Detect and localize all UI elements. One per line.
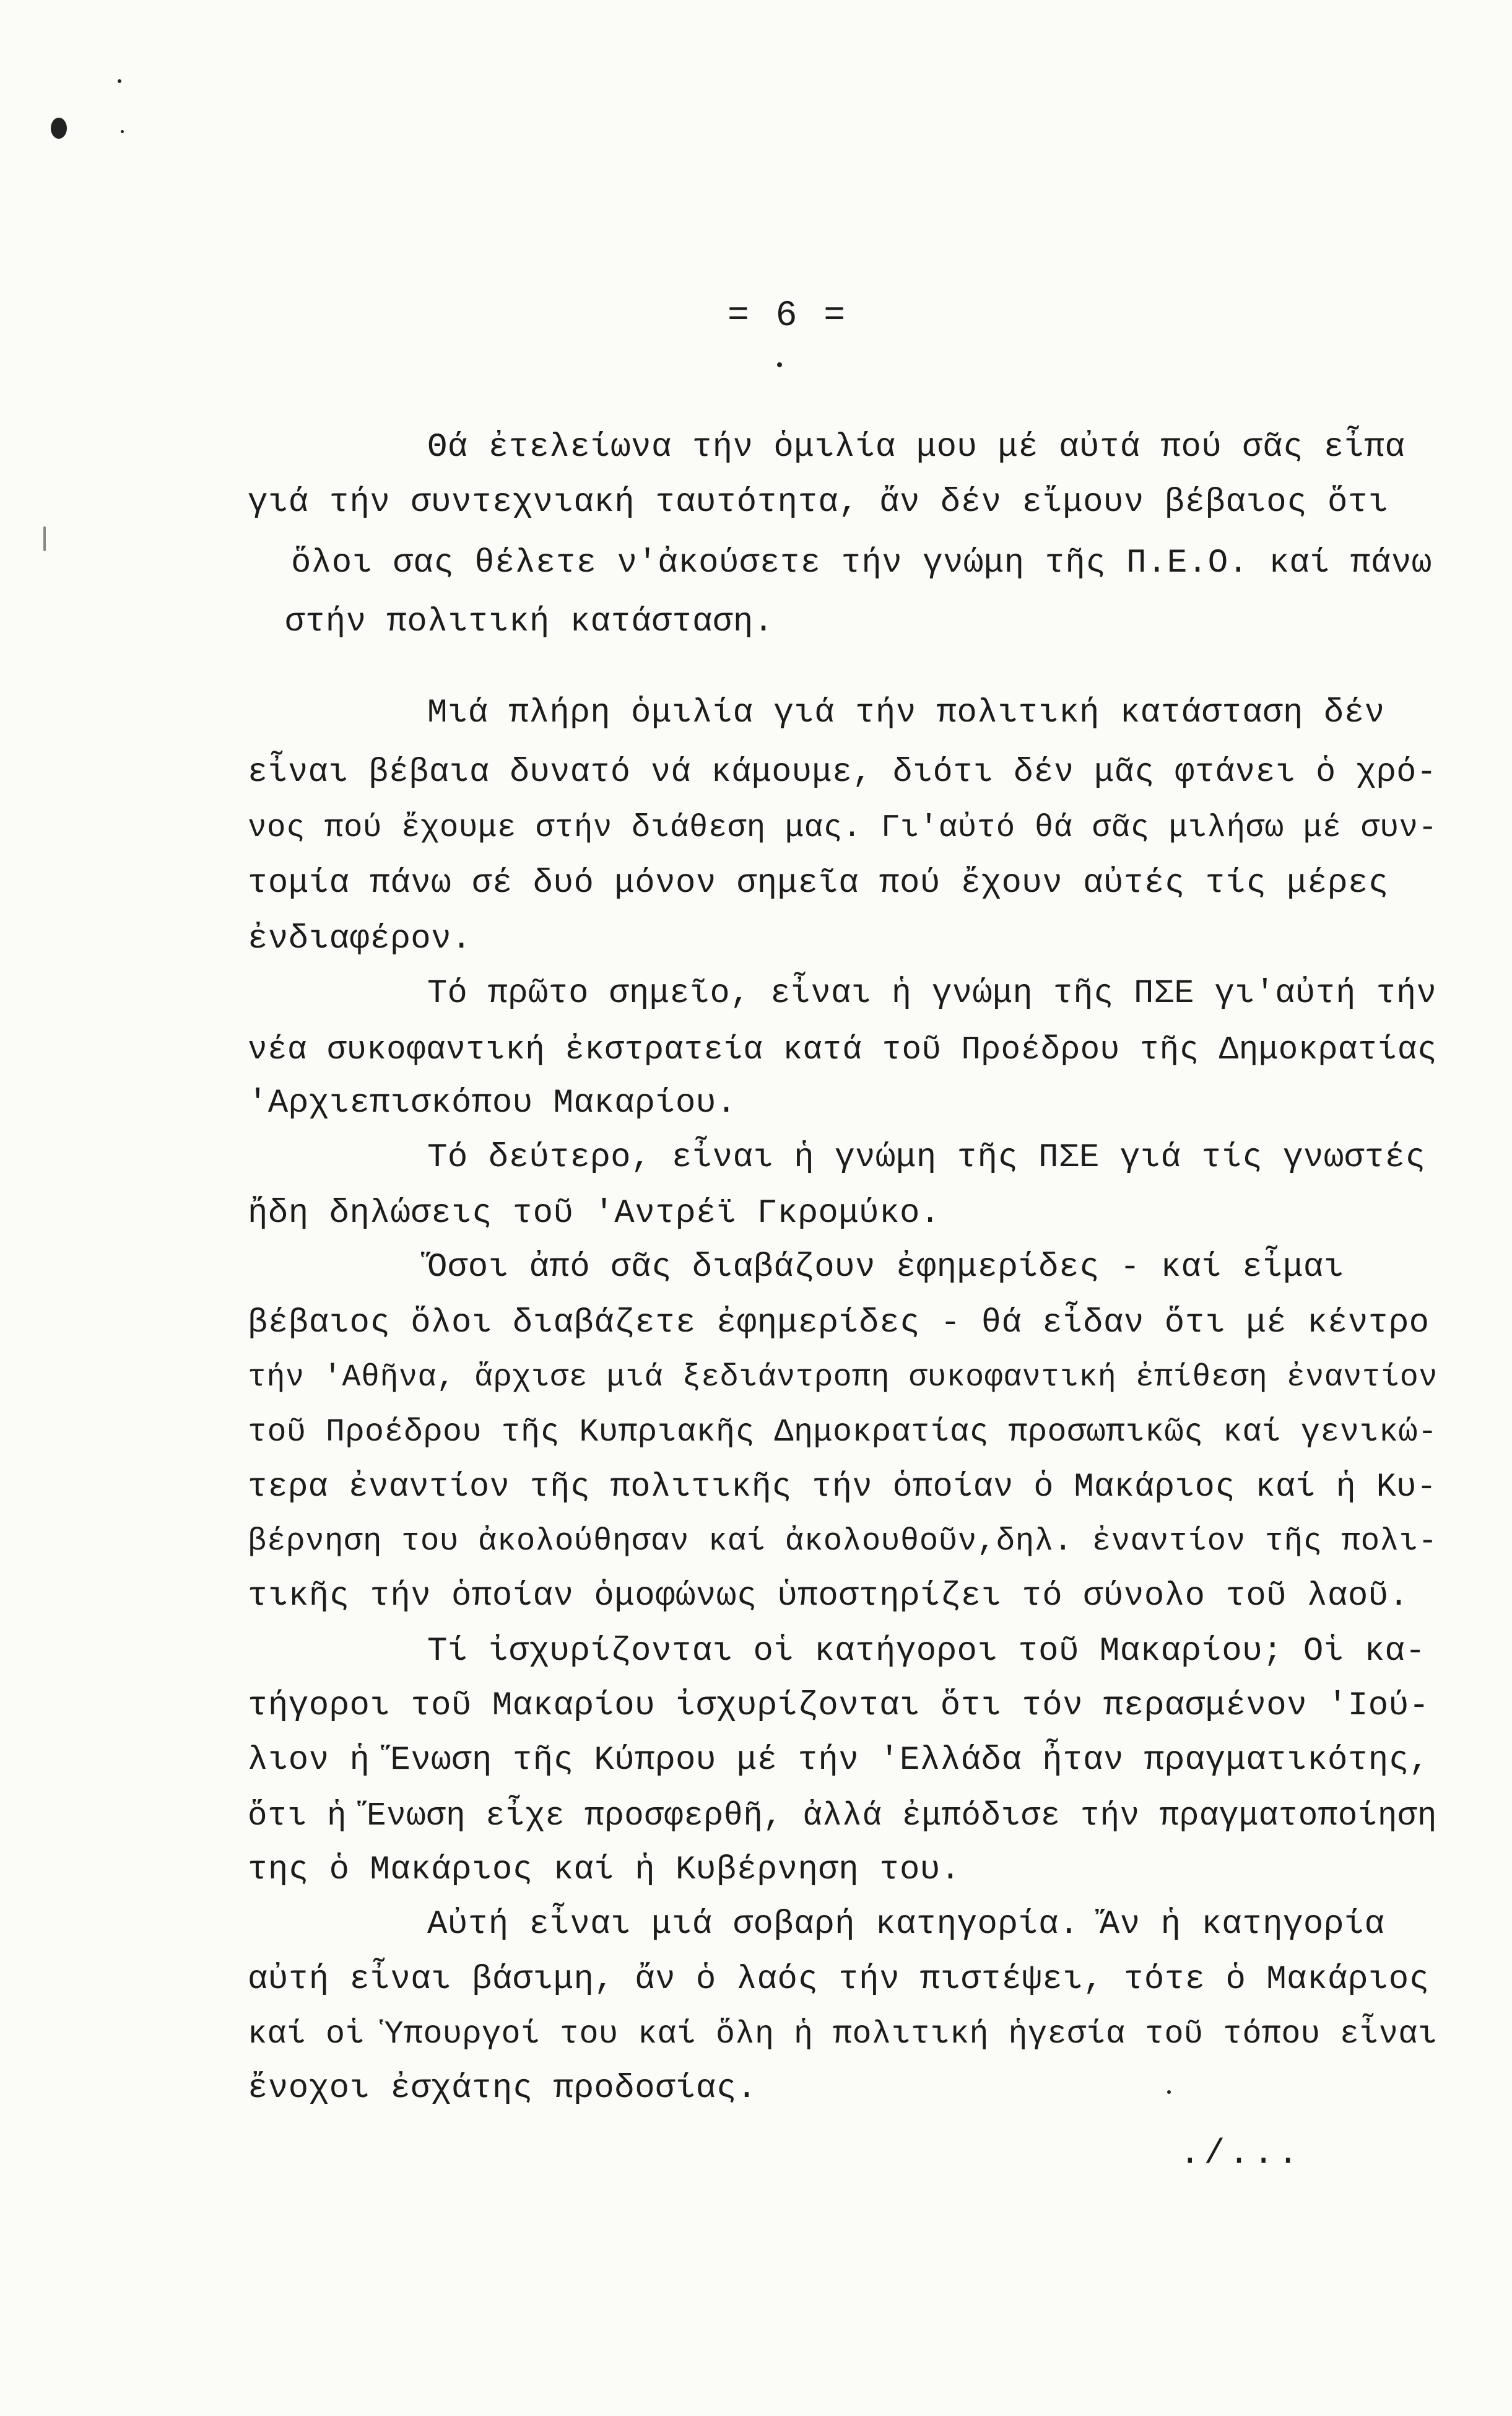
text-line: Αὐτή εἶναι μιά σοβαρή κατηγορία. Ἄν ἡ κατηγορία xyxy=(427,1906,1385,1943)
text-line: ἐνδιαφέρον. xyxy=(248,920,472,958)
text-line: βέβαιος ὅλοι διαβάζετε ἐφημερίδες - θά εἶδαν ὅτι μέ κέντρο xyxy=(248,1304,1430,1342)
text-line: Ὅσοι ἀπό σᾶς διαβάζουν ἐφημερίδες - καί εἶμαι xyxy=(427,1249,1344,1286)
text-line: Τό πρῶτο σημεῖο, εἶναι ἡ γνώμη τῆς ΠΣΕ γι'αὐτή τήν xyxy=(427,975,1437,1013)
text-line: καί οἱ Ὑπουργοί του καί ὅλη ἡ πολιτική ἡγεσία τοῦ τόπου εἶναι xyxy=(248,2016,1438,2052)
ink-speck xyxy=(118,79,121,83)
text-line: τοῦ Προέδρου τῆς Κυπριακῆς Δημοκρατίας προσωπικῶς καί γενικώ- xyxy=(248,1414,1438,1450)
text-line: ἤδη δηλώσεις τοῦ 'Αντρέϊ Γκρομύκο. xyxy=(248,1195,941,1232)
text-line: ἔνοχοι ἐσχάτης προδοσίας. xyxy=(248,2070,757,2108)
text-line: στήν πολιτική κατάσταση. xyxy=(285,603,774,641)
text-line: τομία πάνω σέ δυό μόνον σημεῖα πού ἔχουν αὐτές τίς μέρες xyxy=(248,865,1389,902)
text-line: αὐτή εἶναι βάσιμη, ἄν ὁ λαός τήν πιστέψει, τότε ὁ Μακάριος xyxy=(248,1961,1430,1999)
text-line: βέρνηση του ἀκολούθησαν καί ἀκολουθοῦν,δηλ. ἐναντίον τῆς πολι- xyxy=(248,1524,1438,1559)
text-line: Μιά πλήρη ὁμιλία γιά τήν πολιτική κατάσταση δέν xyxy=(427,694,1385,732)
text-line: Τί ἰσχυρίζονται οἱ κατήγοροι τοῦ Μακαρίου; Οἱ κα- xyxy=(427,1633,1426,1670)
ink-speck xyxy=(43,526,46,551)
ink-speck xyxy=(1167,2090,1171,2094)
text-line: ὅτι ἡ Ἕνωση εἶχε προσφερθῆ, ἀλλά ἐμπόδισε τήν πραγματοποίηση xyxy=(248,1797,1437,1834)
text-line: εἶναι βέβαια δυνατό νά κάμουμε, διότι δέν μᾶς φτάνει ὁ χρό- xyxy=(248,754,1437,792)
text-line: τερα ἐναντίον τῆς πολιτικῆς τήν ὁποίαν ὁ Μακάριος καί ἡ Κυ- xyxy=(248,1469,1437,1506)
text-line: τήν 'Αθῆνα, ἄρχισε μιά ξεδιάντροπη συκοφαντική ἐπίθεση ἐναντίον xyxy=(248,1360,1438,1395)
continuation-mark: ./... xyxy=(1180,2134,1303,2173)
text-line: νος πού ἔχουμε στήν διάθεση μας. Γι'αὐτό θά σᾶς μιλήσω μέ συν- xyxy=(248,811,1438,846)
ink-speck xyxy=(777,362,782,367)
text-line: τικῆς τήν ὁποίαν ὁμοφώνως ὑποστηρίζει τό σύνολο τοῦ λαοῦ. xyxy=(248,1577,1409,1615)
text-line: ὅλοι σας θέλετε ν'ἀκούσετε τήν γνώμη τῆς Π.Ε.Ο. καί πάνω xyxy=(291,544,1432,582)
ink-speck xyxy=(121,130,124,133)
text-line: τήγοροι τοῦ Μακαρίου ἰσχυρίζονται ὅτι τόν περασμένον 'Ιού- xyxy=(248,1687,1430,1725)
text-line: νέα συκοφαντική ἐκστρατεία κατά τοῦ Προέδρου τῆς Δημοκρατίας xyxy=(248,1031,1437,1068)
ink-speck xyxy=(51,118,67,139)
text-line: 'Αρχιεπισκόπου Μακαρίου. xyxy=(248,1084,737,1122)
text-line: της ὁ Μακάριος καί ἡ Κυβέρνηση του. xyxy=(248,1851,961,1889)
text-line: γιά τήν συντεχνιακή ταυτότητα, ἄν δέν εἴμουν βέβαιος ὅτι xyxy=(248,484,1389,521)
page-number: = 6 = xyxy=(728,296,848,336)
text-line: Θά ἐτελείωνα τήν ὁμιλία μου μέ αὐτά πού σᾶς εἶπα xyxy=(427,429,1406,466)
text-line: Τό δεύτερο, εἶναι ἡ γνώμη τῆς ΠΣΕ γιά τίς γνωστές xyxy=(427,1139,1426,1177)
text-line: λιον ἡ Ἕνωση τῆς Κύπρου μέ τήν 'Ελλάδα ἦταν πραγματικότης, xyxy=(248,1742,1430,1779)
